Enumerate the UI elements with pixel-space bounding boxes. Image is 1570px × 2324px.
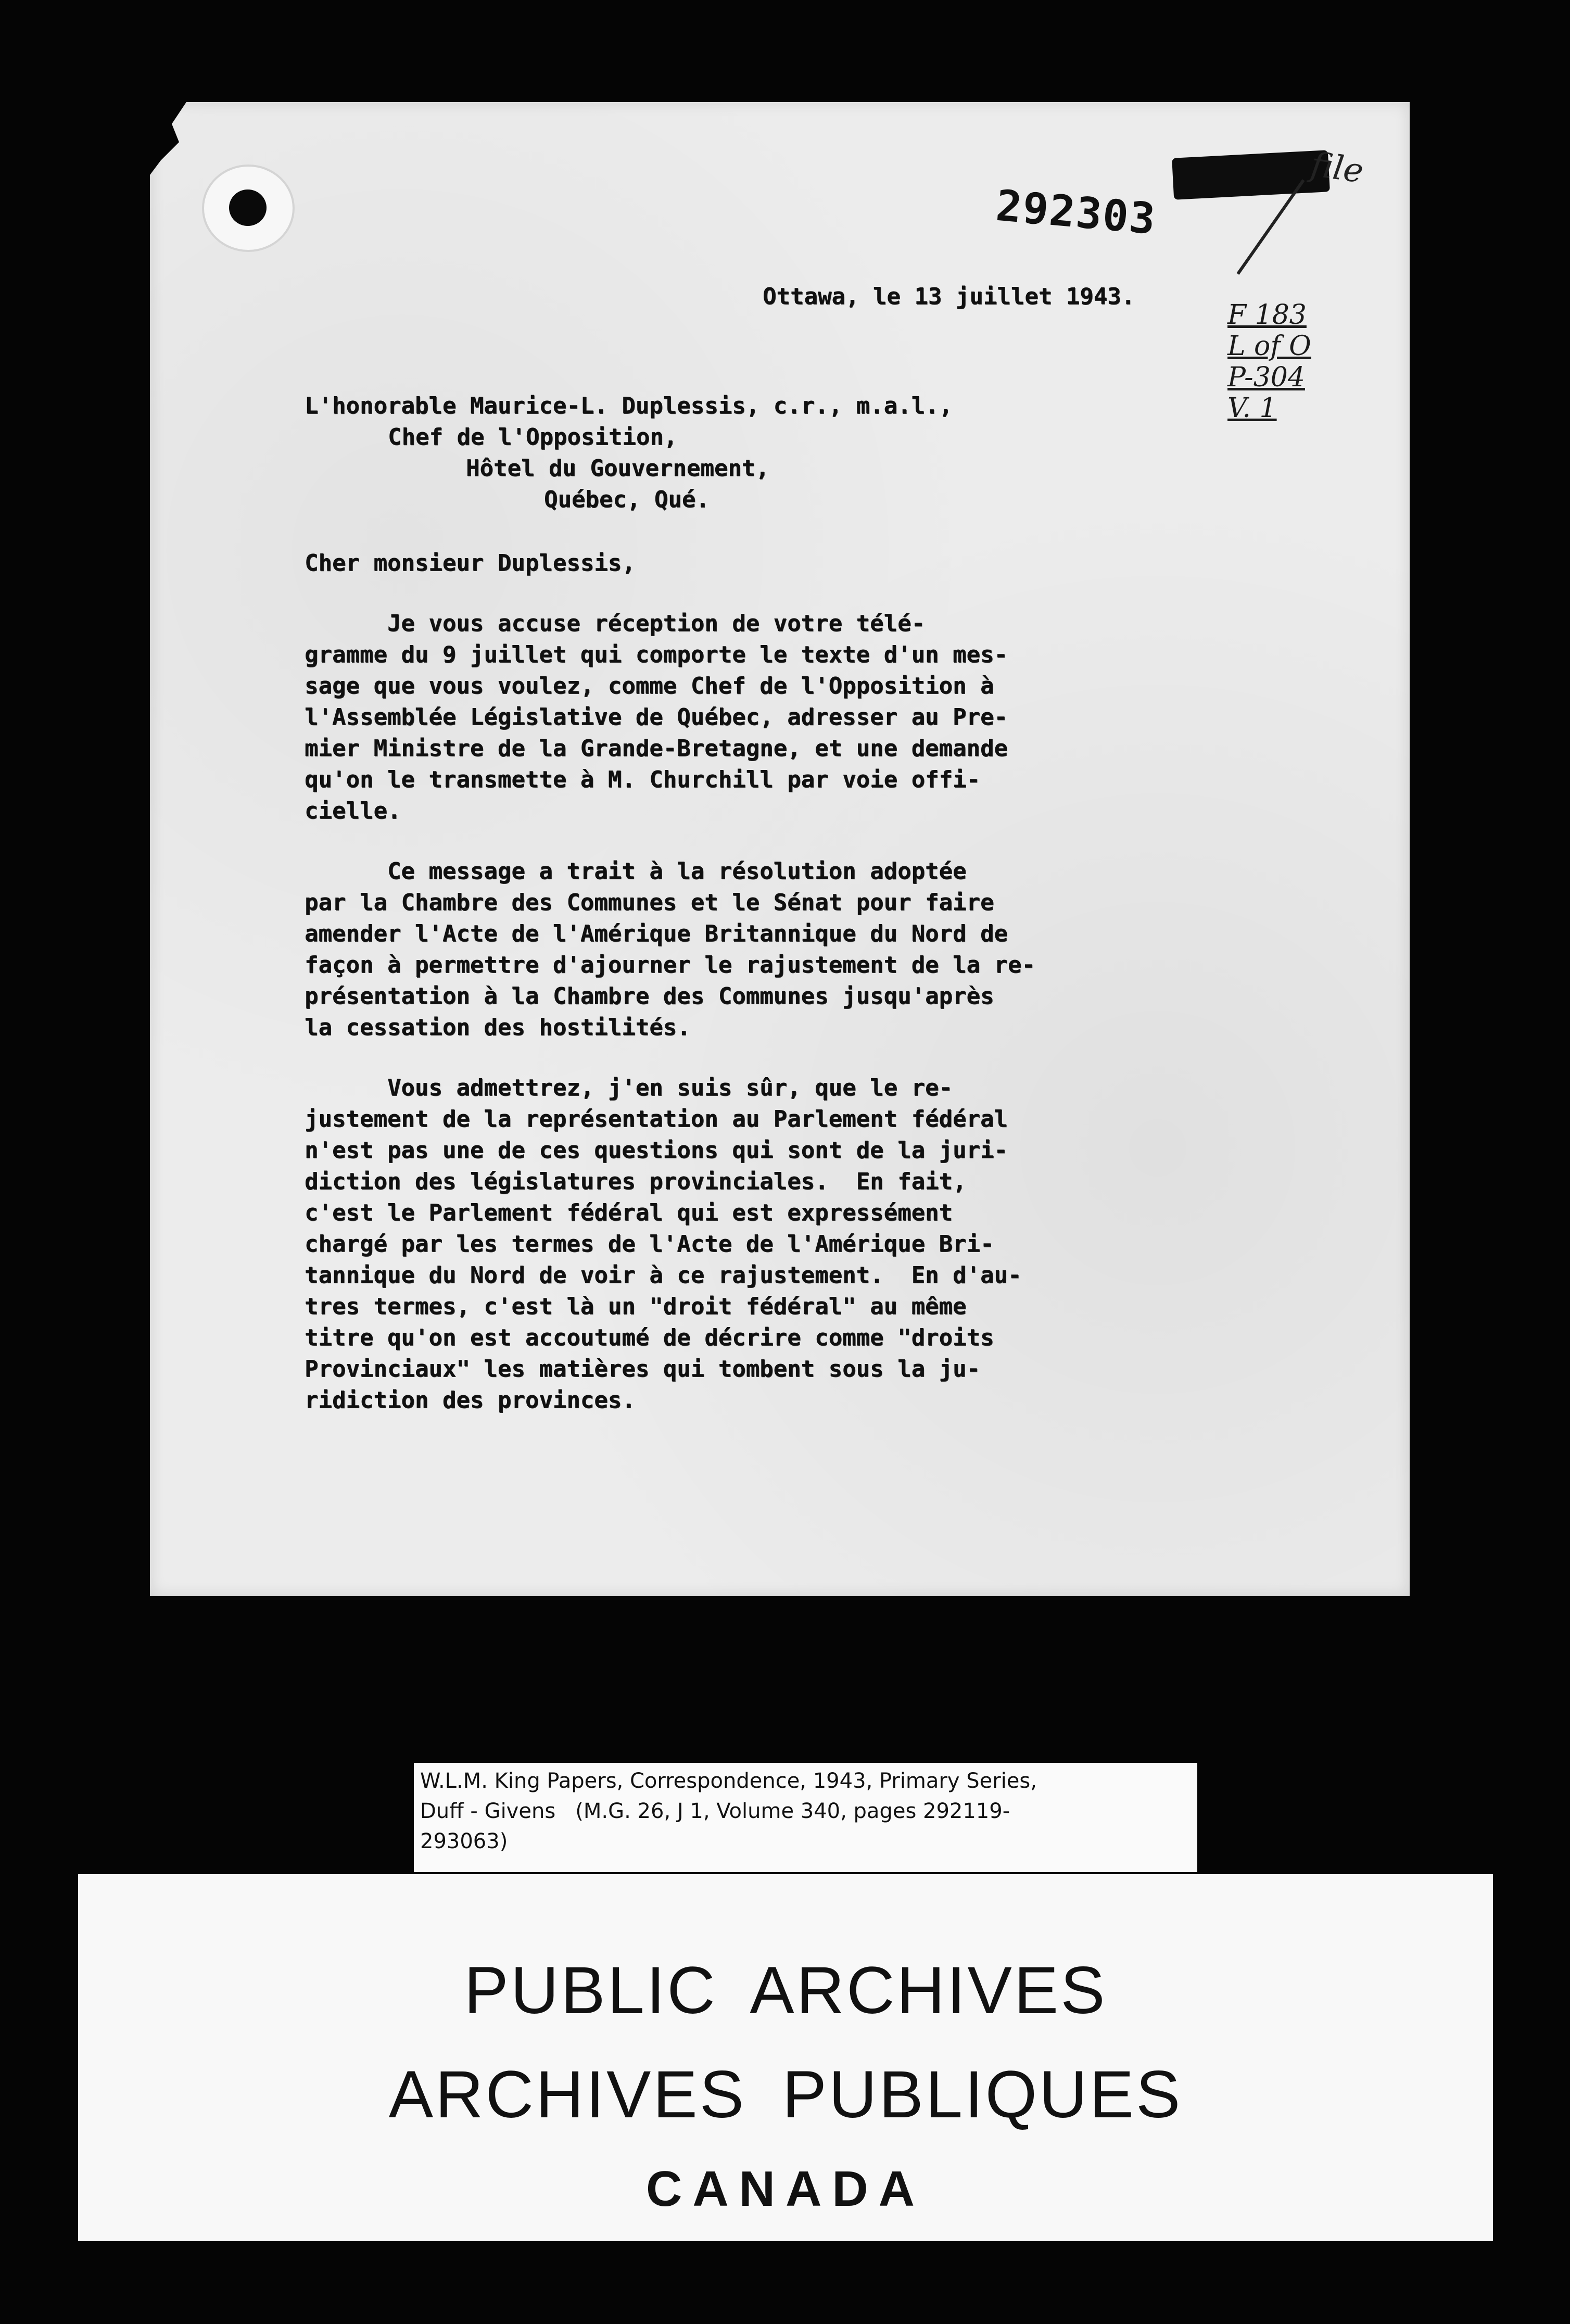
text-line: mier Ministre de la Grande-Bretagne, et une demande	[305, 735, 1008, 762]
text-line: façon à permettre d'ajourner le rajustement de la re-	[305, 952, 1035, 978]
paragraph-2	[305, 856, 1320, 1043]
paragraph-3	[305, 1072, 1320, 1416]
text-line: qu'on le transmette à M. Churchill par voie offi-	[305, 766, 981, 793]
text-line: Ce message a trait à la résolution adoptée	[305, 858, 967, 885]
margin-note: F 183	[1227, 299, 1307, 331]
archives-title-french: ARCHIVES PUBLIQUES	[388, 2057, 1183, 2132]
text-line: présentation à la Chambre des Communes jusqu'après	[305, 983, 994, 1009]
letter-body	[305, 281, 1320, 1416]
text-line: titre qu'on est accoutumé de décrire comme "droits	[305, 1324, 994, 1351]
text-line: l'Assemblée Législative de Québec, adresser au Pre-	[305, 704, 1008, 730]
text-line: diction des législatures provinciales. En fait,	[305, 1168, 967, 1195]
address-line: L'honorable Maurice-L. Duplessis, c.r., m.a.l.,	[305, 393, 953, 419]
text-line: Vous admettrez, j'en suis sûr, que le re-	[305, 1075, 953, 1101]
document-number-stamp: 292303	[994, 181, 1158, 245]
redaction-mark	[1172, 150, 1330, 200]
torn-corner	[150, 102, 186, 175]
text-line: sage que vous voulez, comme Chef de l'Opposition à	[305, 673, 994, 699]
archives-country: CANADA	[646, 2161, 925, 2217]
text-line: tres termes, c'est là un "droit fédéral" au même	[305, 1293, 967, 1320]
address-line: Hôtel du Gouvernement,	[466, 455, 769, 482]
handwritten-file-note: file	[1308, 145, 1366, 191]
text-line: ridiction des provinces.	[305, 1387, 636, 1413]
text-line: chargé par les termes de l'Acte de l'Amérique Bri-	[305, 1231, 994, 1257]
text-line: cielle.	[305, 798, 401, 824]
margin-note: P-304	[1227, 361, 1305, 393]
text-line: n'est pas une de ces questions qui sont de la juri-	[305, 1137, 1008, 1164]
text-line: Je vous accuse réception de votre télé-	[305, 610, 926, 637]
address-line: Québec, Qué.	[544, 486, 710, 513]
text-line: justement de la représentation au Parlement fédéral	[305, 1106, 1008, 1132]
text-line: la cessation des hostilités.	[305, 1014, 691, 1041]
paragraph-1	[305, 608, 1320, 827]
text-line: c'est le Parlement fédéral qui est expressément	[305, 1199, 953, 1226]
text-line: par la Chambre des Communes et le Sénat pour faire	[305, 889, 994, 916]
archives-title-english: PUBLIC ARCHIVES	[464, 1953, 1107, 2028]
text-line: tannique du Nord de voir à ce rajustement. En d'au-	[305, 1262, 1022, 1289]
punch-hole	[202, 165, 295, 252]
margin-note: L of O	[1227, 330, 1311, 362]
citation-line: 293063)	[420, 1829, 508, 1853]
margin-note: V. 1	[1227, 393, 1277, 424]
source-citation-label	[414, 1763, 1197, 1872]
public-archives-card	[78, 1874, 1493, 2241]
salutation: Cher monsieur Duplessis,	[305, 550, 636, 576]
text-line: Provinciaux" les matières qui tombent sous la ju-	[305, 1356, 981, 1382]
text-line: amender l'Acte de l'Amérique Britannique du Nord de	[305, 920, 1008, 947]
dateline: Ottawa, le 13 juillet 1943.	[763, 283, 1135, 310]
address-line: Chef de l'Opposition,	[388, 424, 678, 450]
citation-line: Duff - Givens (M.G. 26, J 1, Volume 340, pages 292119-	[420, 1799, 1010, 1823]
citation-line: W.L.M. King Papers, Correspondence, 1943, Primary Series,	[420, 1769, 1037, 1793]
text-line: gramme du 9 juillet qui comporte le texte d'un mes-	[305, 641, 1008, 668]
